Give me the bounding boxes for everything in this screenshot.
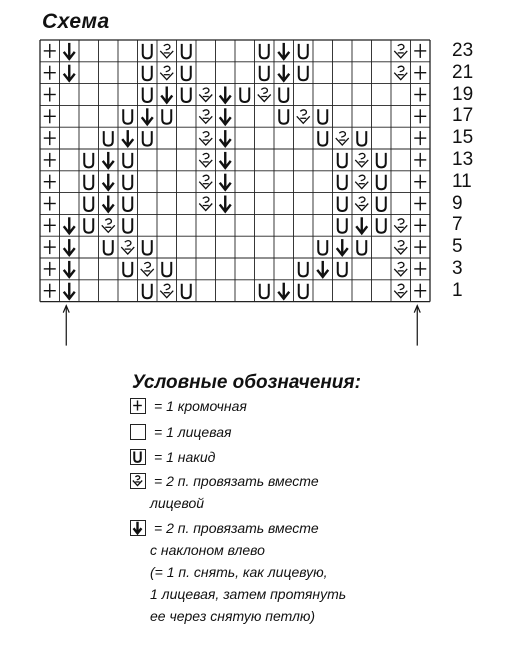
k2tog-left-slant-symbol xyxy=(142,108,153,124)
knit-stitch-cell xyxy=(275,171,294,192)
knit-stitch-cell xyxy=(372,62,391,83)
knit-stitch-cell xyxy=(158,171,177,192)
knit-stitch-cell xyxy=(177,215,196,236)
k2tog-symbol xyxy=(258,88,271,102)
knit-stitch-cell xyxy=(255,106,274,127)
knit-stitch-cell xyxy=(294,150,313,171)
yarn-over-symbol xyxy=(338,197,347,212)
knit-stitch-cell xyxy=(255,237,274,258)
knit-stitch-cell xyxy=(119,62,138,83)
k2tog-symbol xyxy=(394,241,407,255)
yarn-over-symbol xyxy=(143,66,152,81)
yarn-over-symbol xyxy=(162,109,171,124)
knit-stitch-cell xyxy=(333,84,352,105)
knit-stitch-cell xyxy=(275,150,294,171)
knit-stitch-cell xyxy=(353,280,372,301)
knit-stitch-cell xyxy=(99,259,118,280)
yarn-over-symbol xyxy=(123,109,132,124)
k2tog-symbol xyxy=(297,110,310,124)
k2tog-left-slant-symbol xyxy=(122,130,133,146)
row-number-label: 23 xyxy=(452,40,474,61)
chart-title: Схема xyxy=(42,10,110,33)
knit-stitch-cell xyxy=(275,193,294,214)
yarn-over-symbol xyxy=(182,284,191,299)
knit-stitch-cell xyxy=(177,237,196,258)
knit-stitch-cell xyxy=(197,41,216,62)
knit-stitch-cell xyxy=(236,259,255,280)
k2tog-left-slant-symbol xyxy=(220,108,231,124)
yarn-over-symbol xyxy=(84,153,93,168)
yarn-over-symbol xyxy=(260,66,269,81)
k2tog-symbol xyxy=(336,132,349,146)
knit-stitch-cell xyxy=(275,215,294,236)
yarn-over-symbol xyxy=(279,109,288,124)
knit-stitch-cell xyxy=(80,128,99,149)
k2tog-left-slant-symbol xyxy=(317,261,328,277)
knit-stitch-cell xyxy=(60,128,79,149)
knit-stitch-cell xyxy=(353,106,372,127)
knit-stitch-cell xyxy=(216,62,235,83)
knit-stitch-cell xyxy=(158,215,177,236)
knit-stitch-cell xyxy=(372,41,391,62)
yarn-over-symbol xyxy=(143,88,152,103)
knit-stitch-cell xyxy=(314,280,333,301)
knit-stitch-cell xyxy=(177,193,196,214)
edge-stitch-symbol xyxy=(44,218,56,232)
knit-stitch-cell xyxy=(177,150,196,171)
knit-stitch-cell xyxy=(236,237,255,258)
yarn-over-symbol xyxy=(299,262,308,277)
k2tog-left-slant-symbol xyxy=(278,65,289,81)
yarn-over-symbol xyxy=(338,153,347,168)
edge-stitch-symbol xyxy=(44,88,56,102)
legend-text-line: 1 лицевая, затем протянуть xyxy=(150,586,347,602)
edge-stitch-symbol xyxy=(44,153,56,167)
k2tog-symbol xyxy=(394,66,407,80)
yarn-over-symbol xyxy=(260,44,269,59)
knit-stitch-cell xyxy=(99,84,118,105)
yarn-over-symbol xyxy=(357,240,366,255)
legend-k2tog-left-slant-symbol xyxy=(130,520,146,536)
knit-stitch-cell xyxy=(275,259,294,280)
yarn-over-symbol xyxy=(123,197,132,212)
k2tog-left-slant-symbol xyxy=(103,196,114,212)
k2tog-left-slant-symbol xyxy=(220,87,231,103)
knit-stitch-cell xyxy=(333,62,352,83)
knit-stitch-cell xyxy=(294,128,313,149)
k2tog-symbol xyxy=(160,284,173,298)
knit-stitch-cell xyxy=(216,237,235,258)
knit-stitch-cell xyxy=(392,84,411,105)
edge-stitch-symbol xyxy=(414,44,426,58)
knit-stitch-cell xyxy=(392,106,411,127)
legend-text-line: ее через снятую петлю) xyxy=(150,608,316,624)
legend-text-line: лицевой xyxy=(150,495,205,511)
k2tog-left-slant-symbol xyxy=(64,43,75,59)
knit-stitch-cell xyxy=(197,280,216,301)
knit-stitch-cell xyxy=(216,259,235,280)
edge-stitch-symbol xyxy=(44,284,56,298)
legend-k2tog-symbol xyxy=(130,473,146,489)
yarn-over-symbol xyxy=(143,131,152,146)
knit-stitch-cell xyxy=(236,128,255,149)
knit-stitch-cell xyxy=(392,193,411,214)
knit-stitch-cell xyxy=(138,171,157,192)
k2tog-left-slant-symbol xyxy=(103,152,114,168)
knit-stitch-cell xyxy=(177,259,196,280)
knit-stitch-cell xyxy=(314,150,333,171)
knit-stitch-cell xyxy=(119,41,138,62)
yarn-over-symbol xyxy=(182,88,191,103)
edge-stitch-symbol xyxy=(414,153,426,167)
row-number-label: 5 xyxy=(452,236,463,258)
knit-stitch-cell xyxy=(314,193,333,214)
k2tog-symbol xyxy=(355,175,368,189)
knit-stitch-cell xyxy=(372,84,391,105)
knit-stitch-cell xyxy=(372,259,391,280)
edge-stitch-symbol xyxy=(44,240,56,254)
knit-stitch-cell xyxy=(275,237,294,258)
edge-stitch-symbol xyxy=(414,131,426,145)
k2tog-left-slant-symbol xyxy=(220,196,231,212)
yarn-over-symbol xyxy=(338,218,347,233)
knit-stitch-cell xyxy=(177,128,196,149)
knit-stitch-cell xyxy=(99,62,118,83)
knit-stitch-cell xyxy=(314,171,333,192)
knit-stitch-cell xyxy=(80,259,99,280)
edge-stitch-symbol xyxy=(44,131,56,145)
yarn-over-symbol xyxy=(299,66,308,81)
yarn-over-symbol xyxy=(143,240,152,255)
knit-stitch-cell xyxy=(333,106,352,127)
yarn-over-symbol xyxy=(338,262,347,277)
knit-stitch-cell xyxy=(353,259,372,280)
edge-stitch-symbol xyxy=(44,44,56,58)
edge-stitch-symbol xyxy=(414,88,426,102)
yarn-over-symbol xyxy=(357,131,366,146)
knit-stitch-cell xyxy=(99,280,118,301)
row-number-label: 21 xyxy=(452,61,474,83)
knit-stitch-cell xyxy=(80,41,99,62)
legend-text-line: = 1 кромочная xyxy=(154,398,247,414)
yarn-over-symbol xyxy=(338,175,347,190)
edge-stitch-symbol xyxy=(414,284,426,298)
row-number-label: 13 xyxy=(452,149,474,170)
knit-stitch-cell xyxy=(294,215,313,236)
yarn-over-symbol xyxy=(377,197,386,212)
k2tog-symbol xyxy=(394,262,407,276)
row-number-label: 15 xyxy=(452,127,474,149)
legend-text-line: = 1 лицевая xyxy=(154,424,232,440)
knit-stitch-cell xyxy=(80,237,99,258)
k2tog-symbol xyxy=(199,132,212,146)
yarn-over-symbol xyxy=(318,109,327,124)
legend-text-line: = 2 п. провязать вместе xyxy=(154,473,319,489)
knit-stitch-cell xyxy=(60,193,79,214)
knit-stitch-cell xyxy=(255,171,274,192)
yarn-over-symbol xyxy=(299,284,308,299)
yarn-over-symbol xyxy=(377,153,386,168)
yarn-over-symbol xyxy=(123,175,132,190)
yarn-over-symbol xyxy=(182,44,191,59)
knit-stitch-cell xyxy=(314,62,333,83)
k2tog-symbol xyxy=(355,153,368,167)
knit-stitch-cell xyxy=(138,150,157,171)
knit-stitch-cell xyxy=(197,215,216,236)
knit-stitch-cell xyxy=(158,193,177,214)
k2tog-left-slant-symbol xyxy=(337,239,348,255)
knit-stitch-cell xyxy=(80,84,99,105)
k2tog-left-slant-symbol xyxy=(220,174,231,190)
k2tog-symbol xyxy=(199,110,212,124)
knit-stitch-cell xyxy=(294,193,313,214)
yarn-over-symbol xyxy=(318,240,327,255)
yarn-over-symbol xyxy=(377,175,386,190)
knit-stitch-cell xyxy=(158,150,177,171)
k2tog-symbol xyxy=(394,219,407,233)
knit-stitch-cell xyxy=(294,171,313,192)
start-marker-right-arrow xyxy=(414,306,420,346)
knit-stitch-cell xyxy=(353,62,372,83)
knit-stitch-cell xyxy=(372,106,391,127)
edge-stitch-symbol xyxy=(414,66,426,80)
knit-stitch-cell xyxy=(60,150,79,171)
k2tog-symbol xyxy=(160,66,173,80)
legend-title: Условные обозначения: xyxy=(132,372,361,393)
legend-yarn-over-symbol xyxy=(130,449,146,465)
knit-stitch-cell xyxy=(119,280,138,301)
k2tog-left-slant-symbol xyxy=(161,87,172,103)
k2tog-symbol xyxy=(394,284,407,298)
k2tog-symbol xyxy=(160,44,173,58)
knit-stitch-cell xyxy=(255,215,274,236)
edge-stitch-symbol xyxy=(414,109,426,123)
legend-text-line: (= 1 п. снять, как лицевую, xyxy=(150,564,328,580)
yarn-over-symbol xyxy=(182,66,191,81)
yarn-over-symbol xyxy=(123,218,132,233)
legend-edge-stitch-symbol xyxy=(130,398,146,414)
knit-stitch-cell xyxy=(372,128,391,149)
knit-stitch-cell xyxy=(60,171,79,192)
knit-stitch-cell xyxy=(236,150,255,171)
knit-stitch-cell xyxy=(60,106,79,127)
legend-text-line: = 1 накид xyxy=(154,449,216,465)
knit-stitch-cell xyxy=(236,171,255,192)
knit-stitch-cell xyxy=(80,106,99,127)
chart-grid-lines xyxy=(40,40,430,302)
edge-stitch-symbol xyxy=(414,197,426,211)
knit-stitch-cell xyxy=(177,171,196,192)
row-number-label: 1 xyxy=(452,279,463,301)
k2tog-left-slant-symbol xyxy=(278,43,289,59)
k2tog-left-slant-symbol xyxy=(64,261,75,277)
knit-stitch-cell xyxy=(392,150,411,171)
edge-stitch-symbol xyxy=(44,197,56,211)
edge-stitch-symbol xyxy=(44,262,56,276)
knit-stitch-cell xyxy=(236,62,255,83)
knit-stitch-cell xyxy=(236,106,255,127)
yarn-over-symbol xyxy=(104,240,113,255)
edge-stitch-symbol xyxy=(414,240,426,254)
k2tog-left-slant-symbol xyxy=(64,239,75,255)
k2tog-left-slant-symbol xyxy=(103,174,114,190)
knit-stitch-cell xyxy=(138,215,157,236)
yarn-over-symbol xyxy=(143,44,152,59)
knit-stitch-cell xyxy=(275,128,294,149)
knit-stitch-cell xyxy=(177,106,196,127)
knit-stitch-cell xyxy=(236,280,255,301)
knit-stitch-cell xyxy=(294,237,313,258)
knit-stitch-cell xyxy=(392,128,411,149)
knit-stitch-cell xyxy=(392,171,411,192)
knit-stitch-cell xyxy=(99,106,118,127)
k2tog-symbol xyxy=(121,241,134,255)
yarn-over-symbol xyxy=(279,88,288,103)
knit-stitch-cell xyxy=(333,280,352,301)
k2tog-left-slant-symbol xyxy=(64,283,75,299)
knit-stitch-cell xyxy=(80,62,99,83)
knit-stitch-cell xyxy=(138,193,157,214)
legend-knit-stitch-cell xyxy=(130,424,146,440)
row-number-label: 3 xyxy=(452,258,463,279)
knit-stitch-cell xyxy=(314,41,333,62)
knit-stitch-cell xyxy=(80,280,99,301)
yarn-over-symbol xyxy=(318,131,327,146)
knit-stitch-cell xyxy=(333,41,352,62)
k2tog-left-slant-symbol xyxy=(64,65,75,81)
knit-stitch-cell xyxy=(314,84,333,105)
yarn-over-symbol xyxy=(240,88,249,103)
knit-stitch-cell xyxy=(197,259,216,280)
knit-stitch-cell xyxy=(236,215,255,236)
k2tog-symbol xyxy=(141,262,154,276)
k2tog-left-slant-symbol xyxy=(64,217,75,233)
knit-stitch-cell xyxy=(372,237,391,258)
edge-stitch-symbol xyxy=(44,66,56,80)
knit-stitch-cell xyxy=(353,41,372,62)
k2tog-symbol xyxy=(199,197,212,211)
k2tog-symbol xyxy=(199,175,212,189)
start-marker-left-arrow xyxy=(63,306,69,346)
yarn-over-symbol xyxy=(162,262,171,277)
k2tog-symbol xyxy=(394,44,407,58)
k2tog-symbol xyxy=(102,219,115,233)
edge-stitch-symbol xyxy=(44,175,56,189)
knit-stitch-cell xyxy=(158,128,177,149)
k2tog-symbol xyxy=(199,153,212,167)
knit-stitch-cell xyxy=(294,84,313,105)
knit-stitch-cell xyxy=(236,41,255,62)
yarn-over-symbol xyxy=(299,44,308,59)
k2tog-left-slant-symbol xyxy=(220,130,231,146)
k2tog-left-slant-symbol xyxy=(278,283,289,299)
edge-stitch-symbol xyxy=(44,109,56,123)
edge-stitch-symbol xyxy=(414,262,426,276)
knit-stitch-cell xyxy=(255,193,274,214)
k2tog-left-slant-symbol xyxy=(220,152,231,168)
edge-stitch-symbol xyxy=(414,218,426,232)
yarn-over-symbol xyxy=(123,262,132,277)
knit-stitch-cell xyxy=(60,84,79,105)
k2tog-left-slant-symbol xyxy=(356,217,367,233)
edge-stitch-symbol xyxy=(414,175,426,189)
knit-stitch-cell xyxy=(372,280,391,301)
yarn-over-symbol xyxy=(84,175,93,190)
knit-stitch-cell xyxy=(158,237,177,258)
yarn-over-symbol xyxy=(104,131,113,146)
knit-stitch-cell xyxy=(216,280,235,301)
yarn-over-symbol xyxy=(260,284,269,299)
knit-stitch-cell xyxy=(99,41,118,62)
yarn-over-symbol xyxy=(84,218,93,233)
row-number-label: 17 xyxy=(452,105,474,127)
knit-stitch-cell xyxy=(353,84,372,105)
knit-stitch-cell xyxy=(216,41,235,62)
k2tog-symbol xyxy=(199,88,212,102)
yarn-over-symbol xyxy=(123,153,132,168)
knit-stitch-cell xyxy=(197,62,216,83)
yarn-over-symbol xyxy=(143,284,152,299)
row-number-label: 11 xyxy=(452,170,472,192)
row-number-label: 7 xyxy=(452,214,463,236)
k2tog-symbol xyxy=(355,197,368,211)
knit-stitch-cell xyxy=(314,215,333,236)
knit-stitch-cell xyxy=(255,128,274,149)
knit-stitch-cell xyxy=(119,84,138,105)
knit-stitch-cell xyxy=(216,215,235,236)
legend-text-line: = 2 п. провязать вместе xyxy=(154,520,319,536)
yarn-over-symbol xyxy=(377,218,386,233)
yarn-over-symbol xyxy=(84,197,93,212)
knit-stitch-cell xyxy=(236,193,255,214)
legend-text-line: с наклоном влево xyxy=(150,542,265,558)
knit-stitch-cell xyxy=(255,150,274,171)
row-number-label: 19 xyxy=(452,83,474,105)
row-number-label: 9 xyxy=(452,192,463,214)
knit-stitch-cell xyxy=(255,259,274,280)
knit-stitch-cell xyxy=(197,237,216,258)
